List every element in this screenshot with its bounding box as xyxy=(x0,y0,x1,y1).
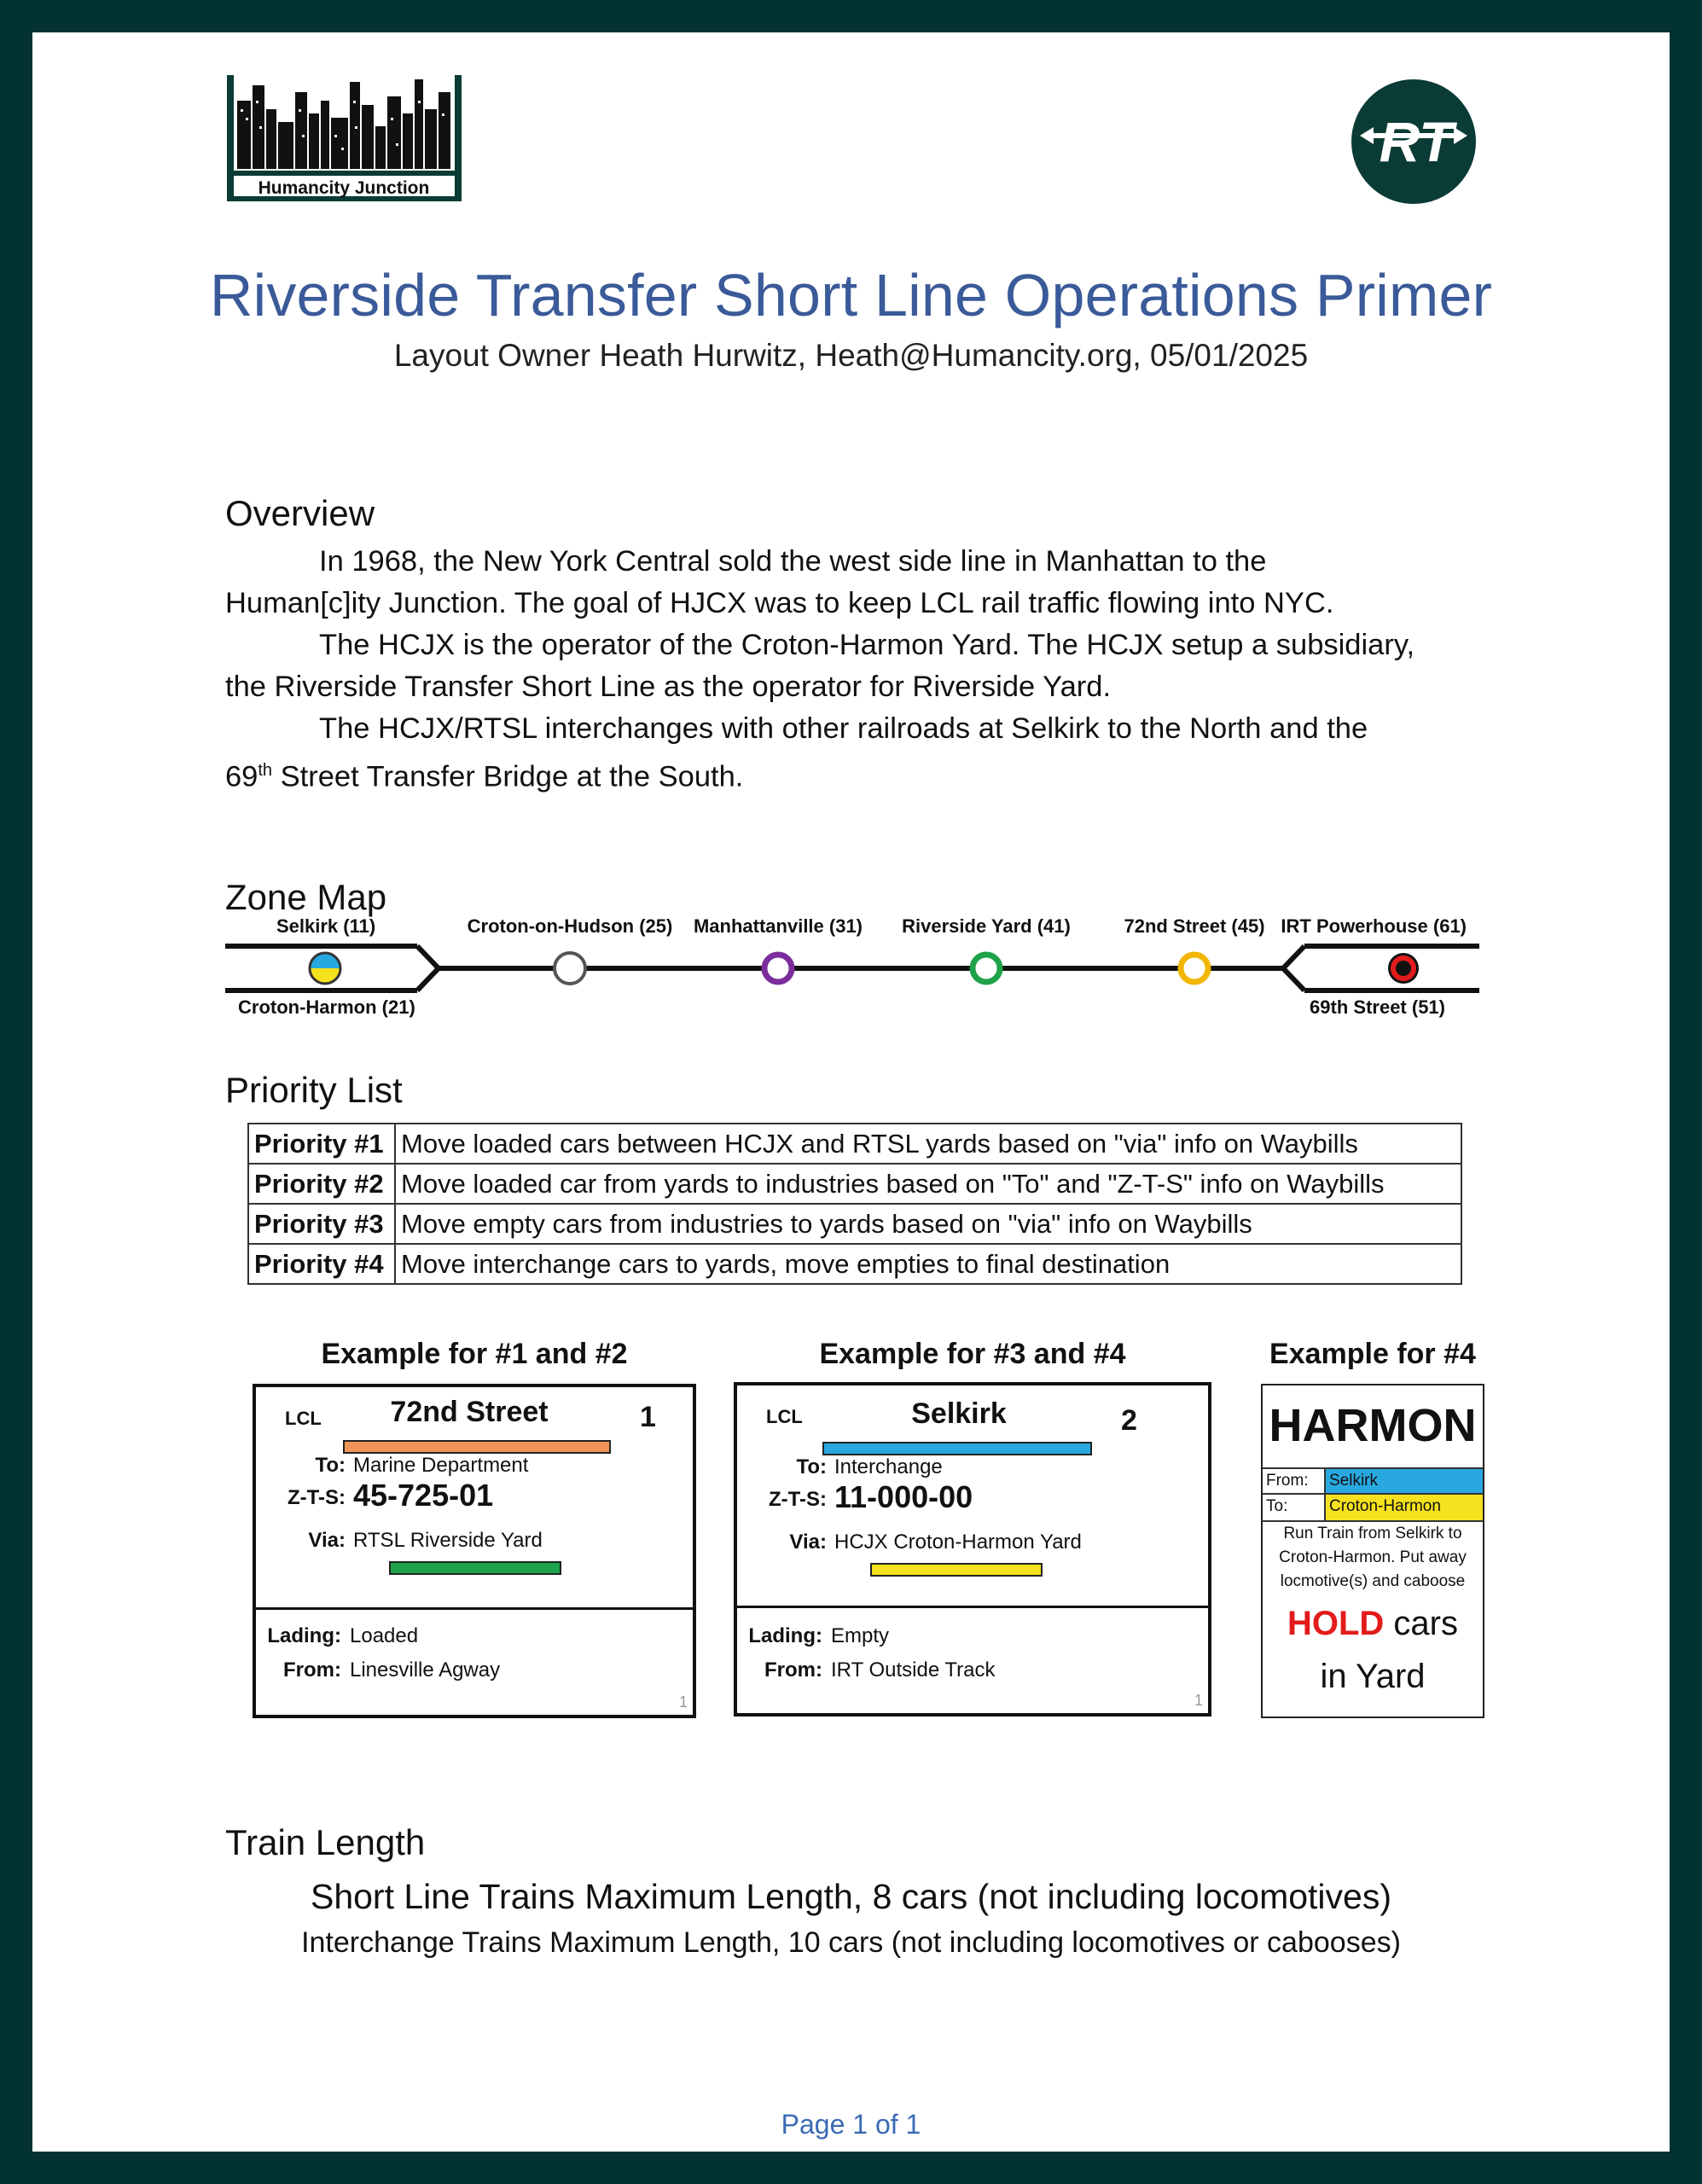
hold-word: HOLD xyxy=(1287,1605,1385,1642)
via-value: HCJX Croton-Harmon Yard xyxy=(834,1531,1082,1554)
station-label-croton-harmon: Croton-Harmon (21) xyxy=(238,996,415,1018)
station-label-selkirk: Selkirk (11) xyxy=(276,915,376,937)
zts-label: Z-T-S: xyxy=(769,1488,827,1511)
station-label-irt-powerhouse: IRT Powerhouse (61) xyxy=(1281,915,1467,937)
page-subtitle: Layout Owner Heath Hurwitz, Heath@Humancity.org, 05/01/2025 xyxy=(393,338,1309,373)
priority-key: Priority #1 xyxy=(248,1124,395,1164)
via-color-bar xyxy=(389,1561,561,1575)
document-page xyxy=(32,32,1670,2152)
priority-heading: Priority List xyxy=(225,1070,403,1110)
riverside-yard-station-marker xyxy=(973,955,1000,982)
table-row xyxy=(248,1204,1461,1244)
priority-value: Move loaded car from yards to industries based on "To" and "Z-T-S" info on Waybills xyxy=(395,1164,1461,1204)
page-title: Riverside Transfer Short Line Operations Primer xyxy=(209,262,1493,328)
overview-line: 69th Street Transfer Bridge at the South. xyxy=(225,760,744,793)
via-label: Via: xyxy=(308,1529,346,1552)
from-label: From: xyxy=(1266,1472,1309,1490)
instruction-line: Run Train from Selkirk to xyxy=(1283,1525,1462,1542)
short-line-max-length: Short Line Trains Maximum Length, 8 cars (not including locomotives) xyxy=(310,1877,1392,1916)
priority-value: Move empty cars from industries to yards based on "via" info on Waybills xyxy=(395,1204,1461,1244)
riverside-transfer-logo xyxy=(1351,79,1476,204)
overview-line: The HCJX/RTSL interchanges with other railroads at Selkirk to the North and the xyxy=(319,712,1368,745)
card-page-number: 1 xyxy=(678,1693,688,1711)
via-color-bar xyxy=(870,1563,1043,1577)
manhattanville-station-marker xyxy=(764,955,792,982)
table-row xyxy=(248,1164,1461,1204)
overview-line: In 1968, the New York Central sold the west side line in Manhattan to the xyxy=(319,545,1267,578)
via-label: Via: xyxy=(789,1531,827,1554)
example-1-heading: Example for #1 and #2 xyxy=(321,1338,628,1370)
instruction-line: Croton-Harmon. Put away xyxy=(1279,1548,1467,1566)
destination-color-bar xyxy=(343,1440,611,1454)
zts-value: 45-725-01 xyxy=(353,1478,494,1513)
from-label: From: xyxy=(764,1658,822,1682)
hold-instruction: HOLD cars xyxy=(1287,1605,1458,1642)
station-label-manhattanville: Manhattanville (31) xyxy=(693,915,863,937)
lading-label: Lading: xyxy=(267,1624,341,1647)
example-3-heading: Example for #4 xyxy=(1269,1338,1476,1370)
switch-list-card-example-3 xyxy=(1261,1384,1484,1718)
lcl-label: LCL xyxy=(766,1406,803,1427)
station-label-72nd-street: 72nd Street (45) xyxy=(1124,915,1265,937)
lading-label: Lading: xyxy=(748,1624,822,1647)
overview-body xyxy=(225,541,1505,799)
to-label: To: xyxy=(315,1454,346,1477)
croton-on-hudson-station-marker xyxy=(555,953,585,984)
card-number: 1 xyxy=(640,1401,656,1433)
zts-value: 11-000-00 xyxy=(834,1479,973,1514)
card-divider xyxy=(737,1606,1208,1608)
priority-value: Move interchange cars to yards, move empties to final destination xyxy=(395,1244,1461,1284)
switch-list-to-row xyxy=(1263,1493,1483,1522)
zts-label: Z-T-S: xyxy=(288,1486,346,1509)
card-page-number: 1 xyxy=(1194,1692,1203,1709)
lading-value: Empty xyxy=(831,1624,890,1647)
destination-label: 72nd Street xyxy=(390,1396,549,1428)
to-value: Marine Department xyxy=(353,1454,529,1477)
overview-line: The HCJX is the operator of the Croton-Harmon Yard. The HCJX setup a subsidiary, xyxy=(319,629,1415,661)
lcl-label: LCL xyxy=(285,1408,322,1429)
example-2-heading: Example for #3 and #4 xyxy=(819,1338,1126,1370)
card-divider xyxy=(256,1607,693,1610)
station-label-69th-street: 69th Street (51) xyxy=(1310,996,1445,1018)
svg-text:Humancity Junction: Humancity Junction xyxy=(258,178,430,198)
waybill-card-example-1 xyxy=(253,1384,696,1718)
station-label-riverside-yard: Riverside Yard (41) xyxy=(902,915,1071,937)
to-label: To: xyxy=(1266,1497,1288,1515)
zone-map-heading: Zone Map xyxy=(225,877,387,917)
priority-value: Move loaded cars between HCJX and RTSL yards based on "via" info on Waybills xyxy=(395,1124,1461,1164)
interchange-max-length: Interchange Trains Maximum Length, 10 cars (not including locomotives or cabooses) xyxy=(301,1926,1401,1959)
priority-key: Priority #4 xyxy=(248,1244,395,1284)
switch-list-from-row xyxy=(1263,1467,1483,1495)
irt-powerhouse-station-marker xyxy=(1388,953,1419,984)
humancity-junction-logo xyxy=(227,75,462,201)
station-label-croton-on-hudson: Croton-on-Hudson (25) xyxy=(467,915,673,937)
switch-list-title: HARMON xyxy=(1269,1400,1477,1451)
priority-key: Priority #2 xyxy=(248,1164,395,1204)
destination-color-bar xyxy=(822,1442,1092,1455)
table-row xyxy=(248,1244,1461,1284)
overview-heading: Overview xyxy=(225,493,375,533)
priority-table xyxy=(247,1123,1462,1285)
to-label: To: xyxy=(796,1455,827,1478)
from-value: IRT Outside Track xyxy=(831,1658,996,1682)
waybill-card-example-2 xyxy=(734,1382,1211,1716)
from-value: Selkirk xyxy=(1324,1469,1483,1495)
card-number: 2 xyxy=(1121,1404,1137,1437)
overview-line: Human[c]ity Junction. The goal of HJCX was to keep LCL rail traffic flowing into NYC. xyxy=(225,587,1334,619)
zone-map-diagram xyxy=(225,903,1479,1035)
from-label: From: xyxy=(283,1658,341,1682)
via-value: RTSL Riverside Yard xyxy=(353,1529,543,1552)
overview-line: the Riverside Transfer Short Line as the operator for Riverside Yard. xyxy=(225,671,1112,703)
from-value: Linesville Agway xyxy=(350,1658,501,1682)
instruction-line: locmotive(s) and caboose xyxy=(1280,1572,1466,1590)
lading-value: Loaded xyxy=(350,1624,419,1647)
destination-label: Selkirk xyxy=(911,1397,1007,1430)
to-value: Croton-Harmon xyxy=(1324,1495,1483,1520)
72nd-street-station-marker xyxy=(1181,955,1208,982)
page-number-footer: Page 1 of 1 xyxy=(781,2109,921,2140)
hold-instruction-line2: in Yard xyxy=(1320,1658,1426,1695)
to-value: Interchange xyxy=(834,1455,943,1478)
svg-text:RT: RT xyxy=(1379,110,1454,173)
selkirk-station-marker xyxy=(310,953,340,984)
train-length-heading: Train Length xyxy=(225,1822,426,1862)
table-row xyxy=(248,1124,1461,1164)
priority-key: Priority #3 xyxy=(248,1204,395,1244)
